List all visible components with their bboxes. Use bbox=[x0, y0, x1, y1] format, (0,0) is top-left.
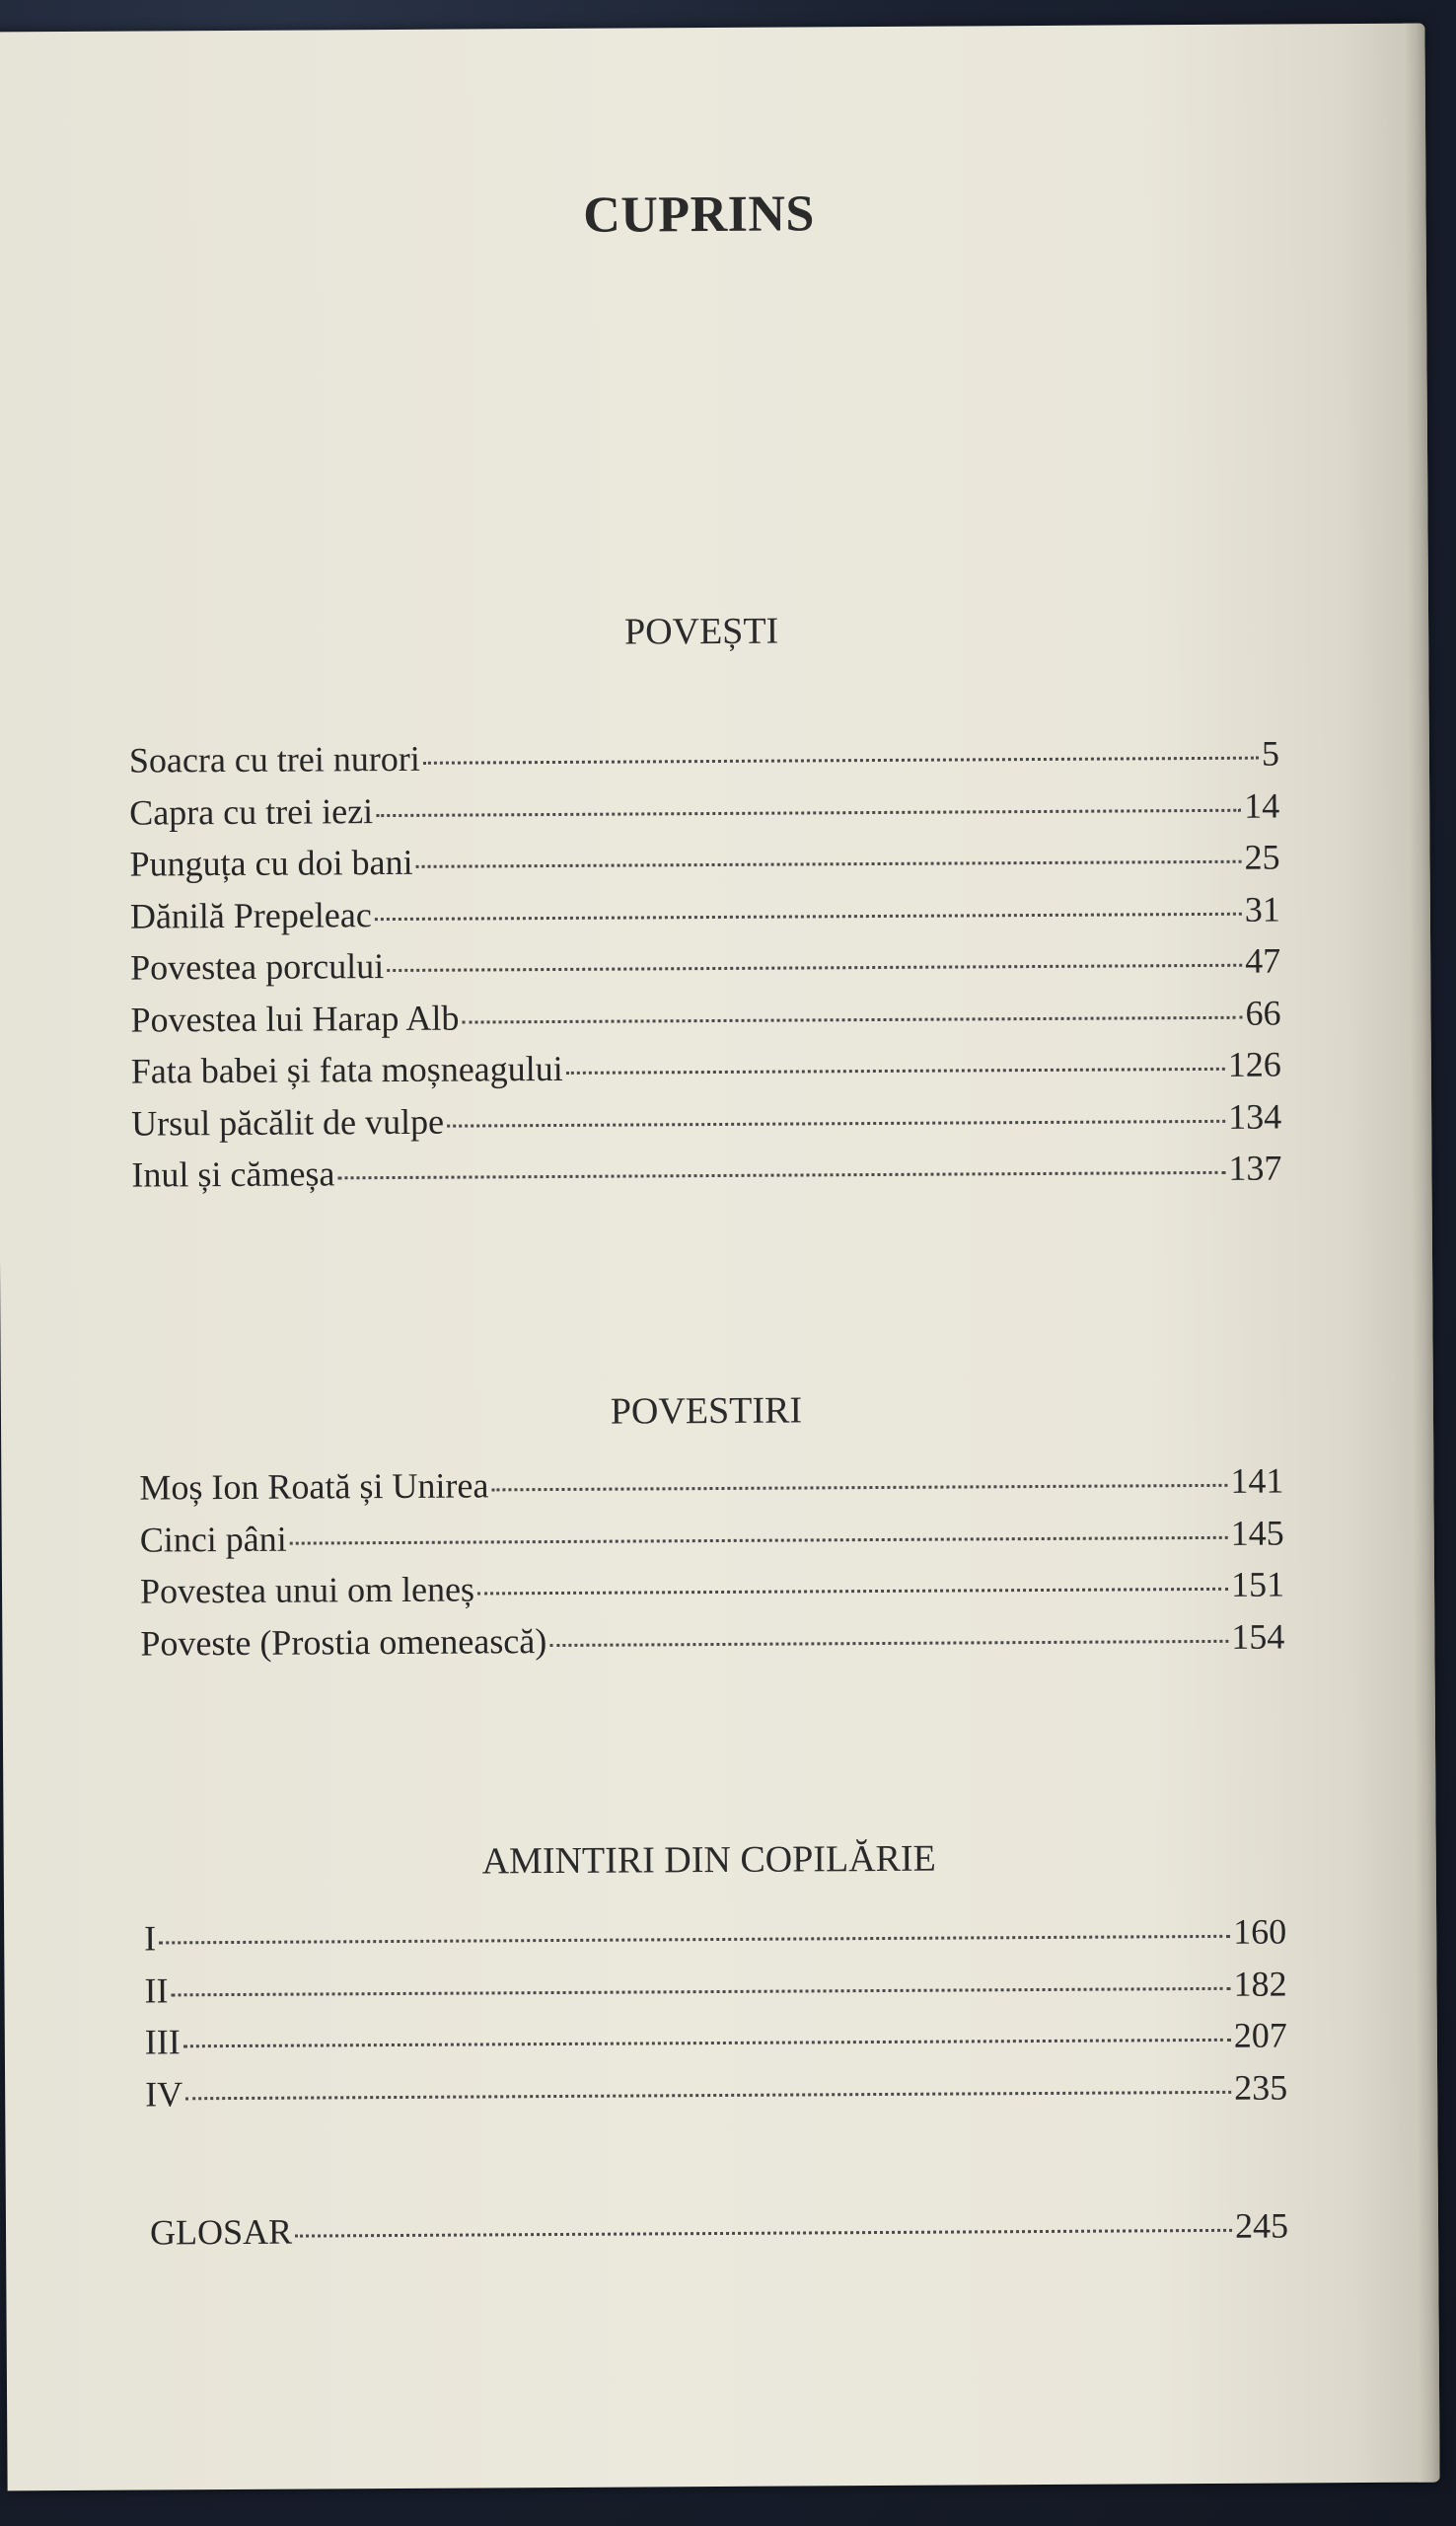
toc-entry bbox=[139, 1459, 1283, 1519]
entry-title: III bbox=[144, 2022, 181, 2062]
entry-title: Ursul păcălit de vulpe bbox=[131, 1101, 445, 1144]
toc-list-amintiri bbox=[144, 1910, 1287, 2124]
leader-dots bbox=[491, 1484, 1227, 1492]
entry-title: Povestea lui Harap Alb bbox=[130, 998, 460, 1040]
toc-entry bbox=[145, 2066, 1287, 2125]
entry-page: 207 bbox=[1233, 2015, 1287, 2055]
leader-dots bbox=[423, 757, 1259, 765]
toc-glossary bbox=[150, 2204, 1288, 2264]
entry-page: 154 bbox=[1231, 1615, 1285, 1657]
entry-page: 235 bbox=[1234, 2066, 1288, 2108]
entry-title: I bbox=[144, 1918, 157, 1959]
book-page bbox=[0, 24, 1440, 2491]
toc-entry bbox=[130, 888, 1280, 947]
entry-page: 137 bbox=[1228, 1148, 1282, 1188]
toc-entry bbox=[140, 1615, 1284, 1674]
leader-dots bbox=[549, 1639, 1228, 1646]
toc-entry bbox=[129, 733, 1279, 792]
entry-title: IV bbox=[145, 2073, 183, 2115]
leader-dots bbox=[462, 1015, 1242, 1023]
entry-title: Moș Ion Roată și Unirea bbox=[139, 1465, 489, 1508]
toc-entry bbox=[144, 1910, 1286, 1969]
toc-entry bbox=[140, 1512, 1284, 1571]
entry-title: Poveste (Prostia omenească) bbox=[140, 1620, 547, 1664]
section-heading-amintiri: AMINTIRI DIN COPILĂRIE bbox=[481, 1837, 936, 1883]
entry-title: Fata babei și fata moșneagului bbox=[130, 1048, 563, 1091]
leader-dots bbox=[337, 1171, 1225, 1179]
leader-dots bbox=[447, 1119, 1225, 1127]
section-heading-povestiri: POVESTIRI bbox=[610, 1389, 803, 1433]
entry-title: Inul și cămeșa bbox=[131, 1153, 335, 1195]
entry-title: Soacra cu trei nurori bbox=[128, 738, 420, 780]
entry-title: Povestea porcului bbox=[130, 946, 385, 988]
toc-entry bbox=[130, 992, 1280, 1051]
leader-dots bbox=[295, 2229, 1232, 2238]
entry-page: 31 bbox=[1244, 889, 1280, 929]
entry-page: 5 bbox=[1261, 733, 1280, 774]
entry-title: II bbox=[144, 1969, 169, 2011]
toc-entry bbox=[130, 939, 1280, 999]
entry-page: 141 bbox=[1230, 1460, 1284, 1501]
toc-entry bbox=[131, 1147, 1281, 1206]
leader-dots bbox=[159, 1935, 1230, 1945]
entry-page: 47 bbox=[1245, 940, 1281, 981]
section-heading-povesti: POVEȘTI bbox=[623, 610, 779, 653]
toc-entry bbox=[144, 1963, 1286, 2022]
leader-dots bbox=[387, 964, 1242, 972]
entry-page: 134 bbox=[1228, 1095, 1282, 1137]
entry-page: 25 bbox=[1244, 837, 1280, 877]
entry-title: Dănilă Prepeleac bbox=[129, 894, 372, 936]
leader-dots bbox=[376, 808, 1241, 816]
entry-page: 145 bbox=[1230, 1512, 1284, 1553]
entry-page: 151 bbox=[1230, 1564, 1285, 1604]
leader-dots bbox=[185, 2090, 1231, 2099]
toc-entry bbox=[140, 1563, 1284, 1622]
leader-dots bbox=[477, 1588, 1228, 1596]
leader-dots bbox=[375, 912, 1242, 920]
toc-entry bbox=[129, 837, 1279, 896]
leader-dots bbox=[183, 2039, 1231, 2047]
toc-entry bbox=[129, 784, 1279, 844]
entry-title: Punguța cu doi bani bbox=[129, 842, 413, 884]
leader-dots bbox=[290, 1535, 1228, 1544]
entry-title: Povestea unui om leneș bbox=[139, 1569, 475, 1611]
entry-page: 14 bbox=[1244, 785, 1280, 826]
entry-page: 160 bbox=[1233, 1911, 1287, 1952]
leader-dots bbox=[416, 860, 1242, 868]
entry-page: 182 bbox=[1233, 1963, 1287, 2004]
leader-dots bbox=[172, 1986, 1231, 1996]
toc-list-povestiri bbox=[139, 1459, 1284, 1673]
entry-page: 126 bbox=[1227, 1044, 1281, 1084]
entry-title: Cinci pâni bbox=[139, 1519, 287, 1560]
toc-entry bbox=[150, 2204, 1288, 2264]
toc-list-povesti bbox=[129, 733, 1282, 1207]
leader-dots bbox=[566, 1068, 1225, 1075]
toc-entry bbox=[145, 2014, 1287, 2073]
entry-page: 245 bbox=[1234, 2205, 1289, 2246]
toc-entry bbox=[131, 1043, 1281, 1102]
entry-title: GLOSAR bbox=[149, 2211, 293, 2253]
entry-title: Capra cu trei iezi bbox=[129, 790, 374, 833]
toc-entry bbox=[131, 1095, 1281, 1154]
entry-page: 66 bbox=[1245, 992, 1281, 1033]
page-title: CUPRINS bbox=[583, 186, 816, 244]
